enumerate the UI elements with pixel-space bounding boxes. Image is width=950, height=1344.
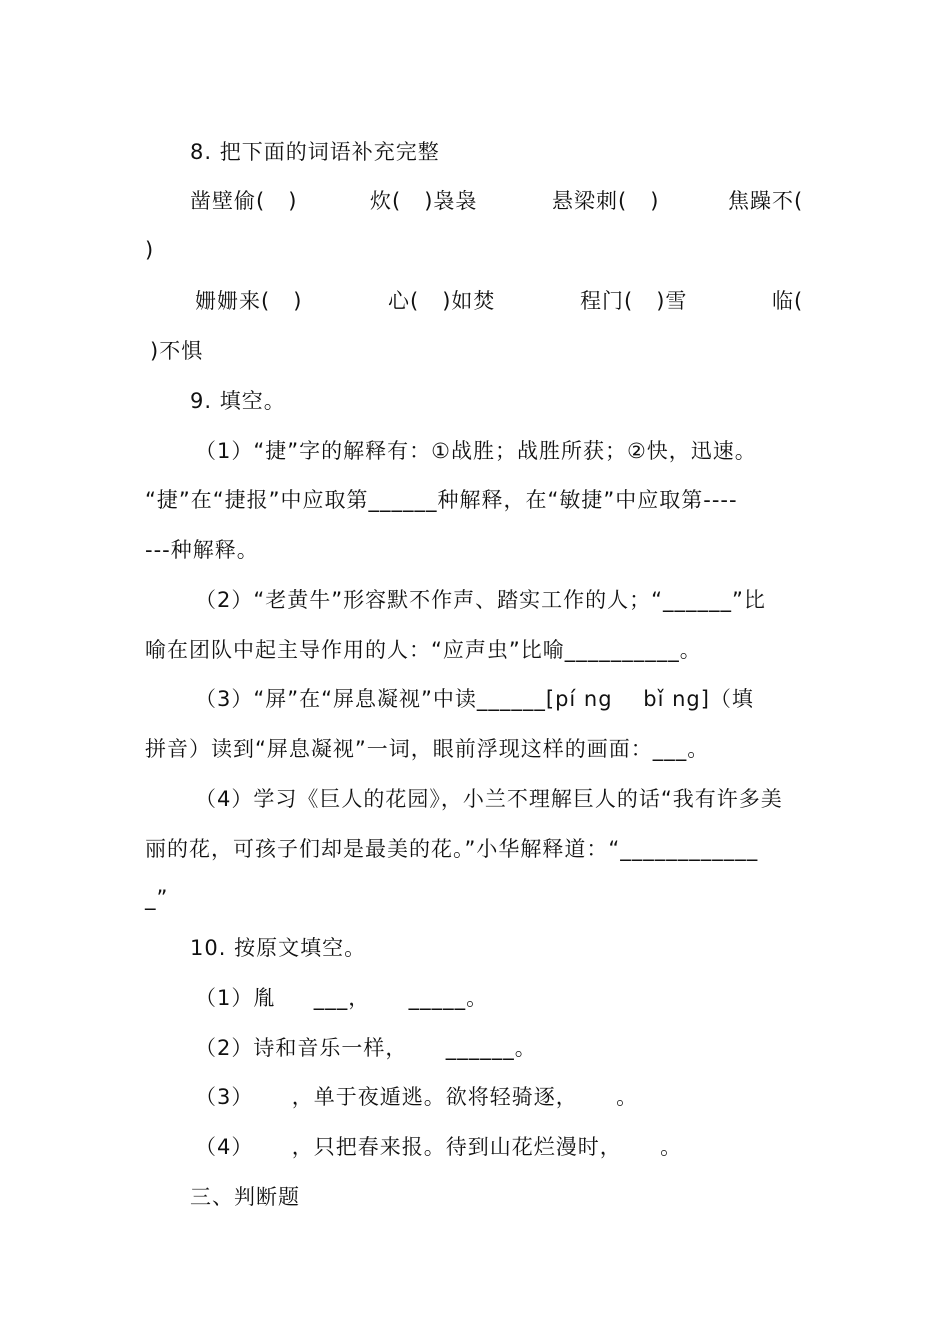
idiom-4: 焦躁不( bbox=[728, 189, 804, 213]
q10-item-4: （4） ，只把春来报。待到山花烂漫时， 。 bbox=[195, 1135, 683, 1159]
q9-p1-line1: （1）“捷”字的解释有：①战胜；战胜所获；②快，迅速。 bbox=[195, 439, 757, 463]
q9-p2-line1: （2）“老黄牛”形容默不作声、踏实工作的人；“______”比 bbox=[195, 588, 766, 612]
q8-title: 8. 把下面的词语补充完整 bbox=[190, 140, 440, 164]
q9-p2-line2: 喻在团队中起主导作用的人：“应声虫”比喻__________。 bbox=[145, 638, 702, 662]
q9-p3-line1: （3）“屏”在“屏息凝视”中读______[pí ng bǐ ng]（填 bbox=[195, 687, 754, 711]
idiom-5: 姗姗来( ) bbox=[195, 289, 303, 313]
q10-title: 10. 按原文填空。 bbox=[190, 936, 367, 960]
q10-item-2: （2）诗和音乐一样， ______。 bbox=[195, 1036, 537, 1060]
idiom-2: 炊( )袅袅 bbox=[370, 189, 478, 213]
idiom-6: 心( )如焚 bbox=[388, 289, 496, 313]
q9-title: 9. 填空。 bbox=[190, 389, 286, 413]
q10-item-1: （1）胤 ___， _____。 bbox=[195, 986, 489, 1010]
q10-item-3: （3） ，单于夜遁逃。欲将轻骑逐， 。 bbox=[195, 1085, 639, 1109]
idiom-8: 临( bbox=[772, 289, 804, 313]
q9-p4-line3: _” bbox=[145, 886, 169, 910]
idiom-8-cont: )不惧 bbox=[150, 339, 204, 363]
q9-p4-line2: 丽的花，可孩子们却是最美的花。”小华解释道：“____________ bbox=[145, 837, 759, 861]
q9-p3-line2: 拼音）读到“屏息凝视”一词，眼前浮现这样的画面：___。 bbox=[145, 737, 710, 761]
q9-p1-line2: “捷”在“捷报”中应取第______种解释，在“敏捷”中应取第---- bbox=[145, 488, 738, 512]
idiom-4-cont: ) bbox=[145, 238, 155, 262]
q9-p1-line3: ---种解释。 bbox=[145, 538, 259, 562]
section-3-title: 三、判断题 bbox=[190, 1185, 300, 1209]
idiom-3: 悬梁刺( ) bbox=[552, 189, 660, 213]
idiom-1: 凿壁偷( ) bbox=[190, 189, 298, 213]
idiom-7: 程门( )雪 bbox=[580, 289, 688, 313]
q9-p4-line1: （4）学习《巨人的花园》，小兰不理解巨人的话“我有许多美 bbox=[195, 787, 783, 811]
